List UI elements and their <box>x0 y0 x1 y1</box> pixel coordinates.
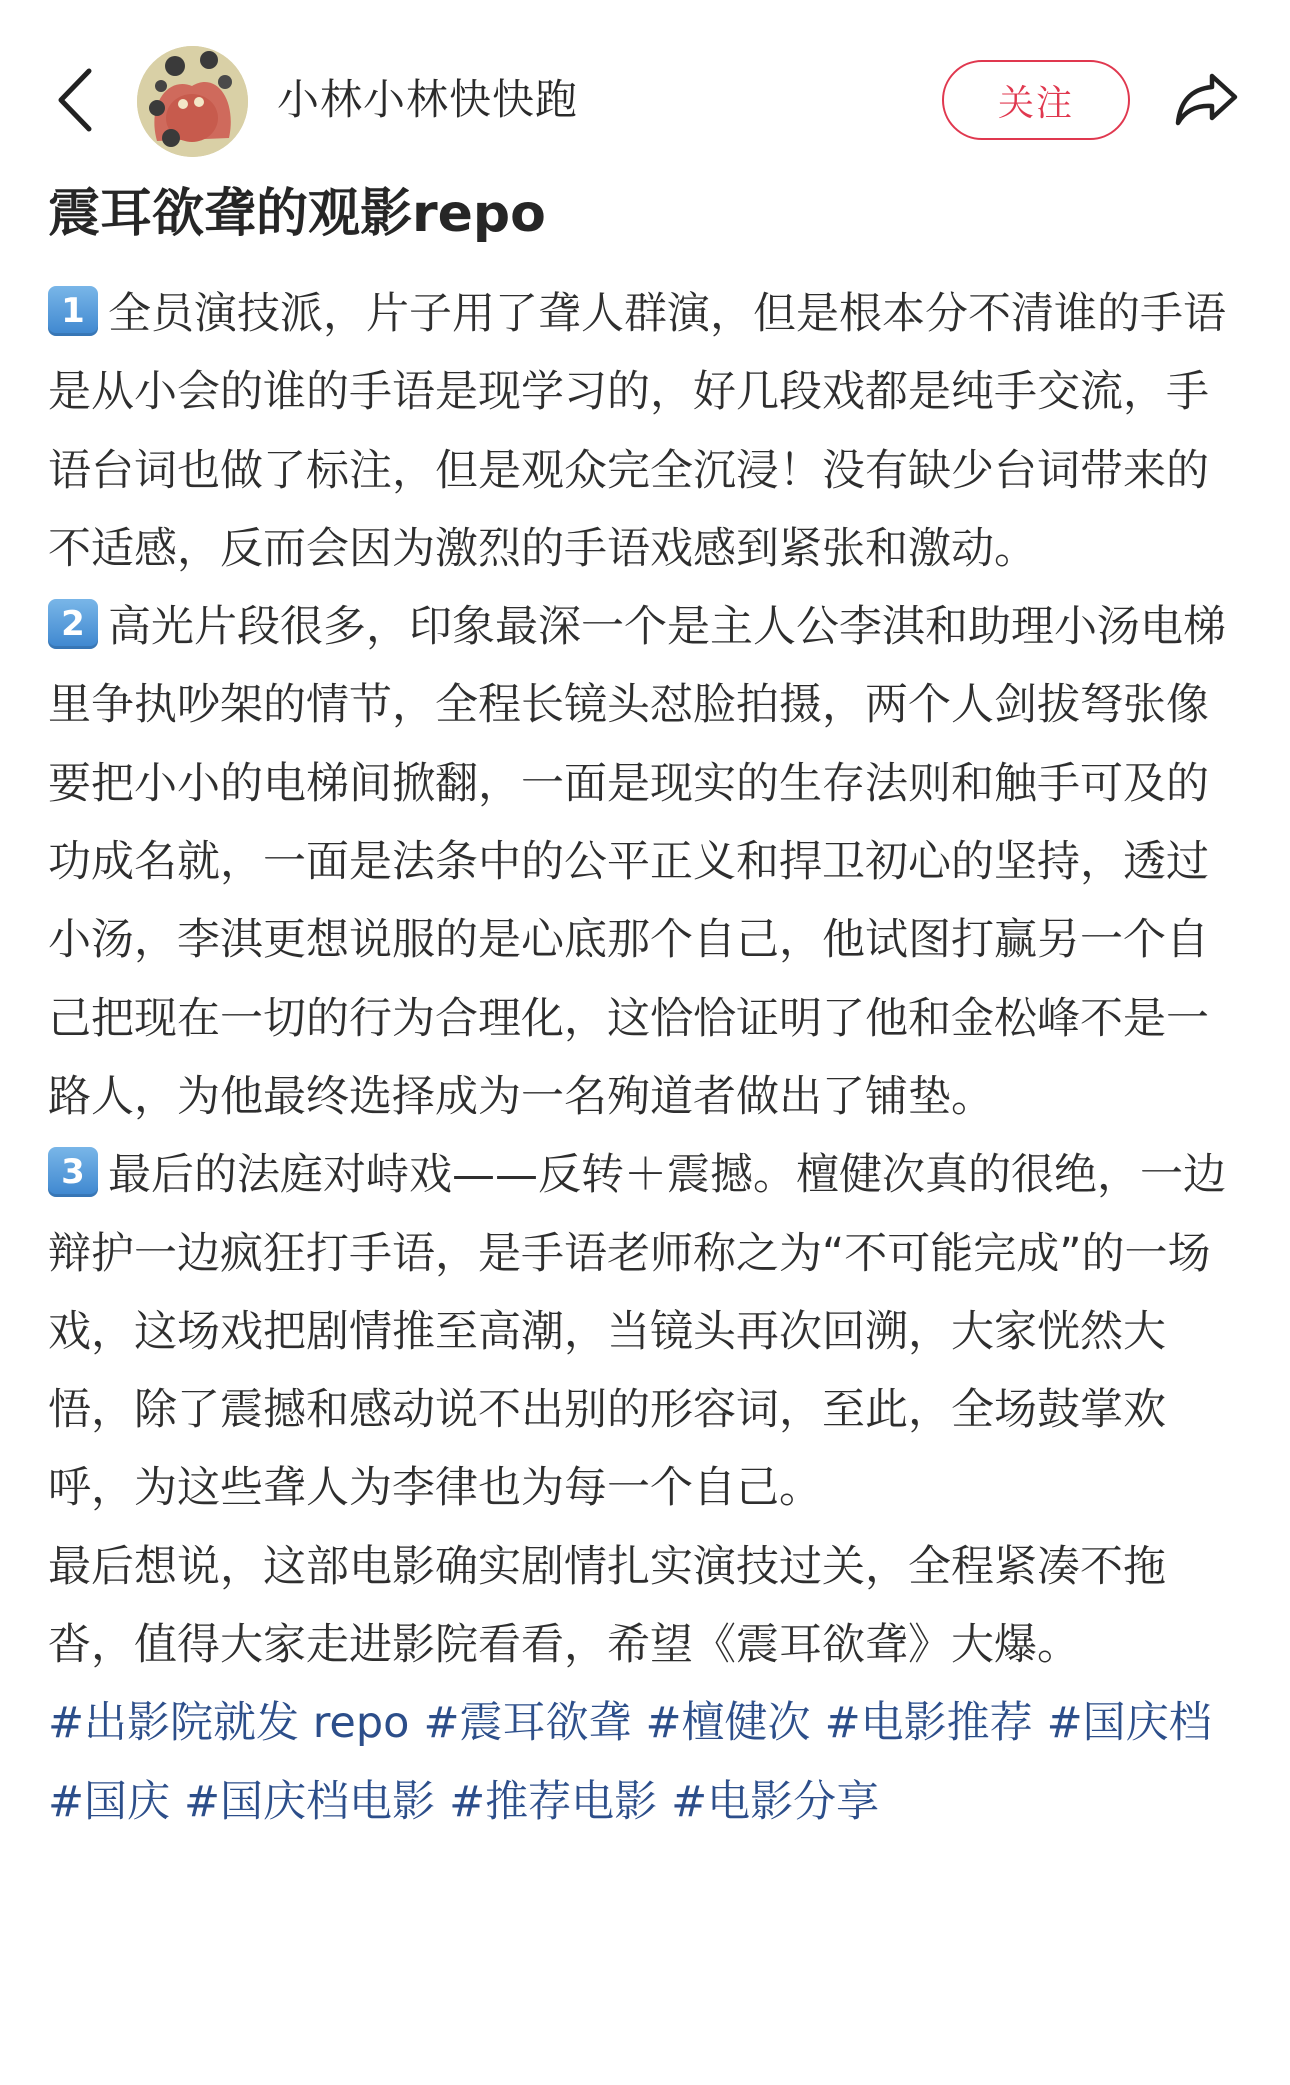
top-bar <box>0 0 1290 200</box>
keycap-1-icon: 1 <box>48 286 98 336</box>
share-button[interactable] <box>1168 62 1246 136</box>
hashtag[interactable]: #震耳欲聋 <box>423 1698 632 1749</box>
hashtag[interactable]: #电影分享 <box>671 1776 880 1827</box>
follow-button[interactable]: 关注 <box>942 60 1130 140</box>
hashtag[interactable]: #国庆档 <box>1046 1698 1212 1749</box>
hashtag[interactable]: #出影院就发 repo <box>48 1698 410 1749</box>
paragraph-3 <box>48 1136 1248 1527</box>
paragraph-text: 最后的法庭对峙戏——反转＋震撼。檀健次真的很绝，一边辩护一边疯狂打手语，是手语老师称之为“不可能完成”的一场戏，这场戏把剧情推至高潮，当镜头再次回溯，大家恍然大悟，除了震撼和感动说不出别的形容词，至此，全场鼓掌欢呼，为这些聋人为李律也为每一个自己。 <box>48 1150 1226 1514</box>
avatar-image <box>137 46 248 157</box>
keycap-3-icon: 3 <box>48 1147 98 1197</box>
paragraph-text: 高光片段很多，印象最深一个是主人公李淇和助理小汤电梯里争执吵架的情节，全程长镜头怼脸拍摄，两个人剑拔弩张像要把小小的电梯间掀翻，一面是现实的生存法则和触手可及的功成名就，一面是法条中的公平正义和捍卫初心的坚持，透过小汤，李淇更想说服的是心底那个自己，他试图打赢另一个自己把现在一切的行为合理化，这恰恰证明了他和金松峰不是一路人，为他最终选择成为一名殉道者做出了铺垫。 <box>48 602 1226 1122</box>
post-title: 震耳欲聋的观影repo <box>48 184 546 244</box>
chevron-left-icon <box>55 65 95 135</box>
closing-paragraph: 最后想说，这部电影确实剧情扎实演技过关，全程紧凑不拖沓，值得大家走进影院看看，希望《震耳欲聋》大爆。 <box>48 1541 1166 1671</box>
hashtag-list <box>48 1684 1248 1841</box>
hashtag[interactable]: #国庆档电影 <box>184 1776 436 1827</box>
hashtag[interactable]: #推荐电影 <box>449 1776 658 1827</box>
back-button[interactable] <box>40 62 110 137</box>
hashtag[interactable]: #国庆 <box>48 1776 171 1827</box>
avatar[interactable] <box>137 46 248 157</box>
hashtag[interactable]: #电影推荐 <box>824 1698 1033 1749</box>
paragraph-1 <box>48 275 1248 588</box>
post-body <box>48 275 1248 1841</box>
paragraph-text: 全员演技派，片子用了聋人群演，但是根本分不清谁的手语是从小会的谁的手语是现学习的，好几段戏都是纯手交流，手语台词也做了标注，但是观众完全沉浸！没有缺少台词带来的不适感，反而会因为激烈的手语戏感到紧张和激动。 <box>48 289 1226 574</box>
paragraph-2 <box>48 588 1248 1136</box>
username[interactable]: 小林小林快快跑 <box>277 75 579 124</box>
share-arrow-icon <box>1174 71 1240 127</box>
keycap-2-icon: 2 <box>48 599 98 649</box>
hashtag[interactable]: #檀健次 <box>645 1698 811 1749</box>
